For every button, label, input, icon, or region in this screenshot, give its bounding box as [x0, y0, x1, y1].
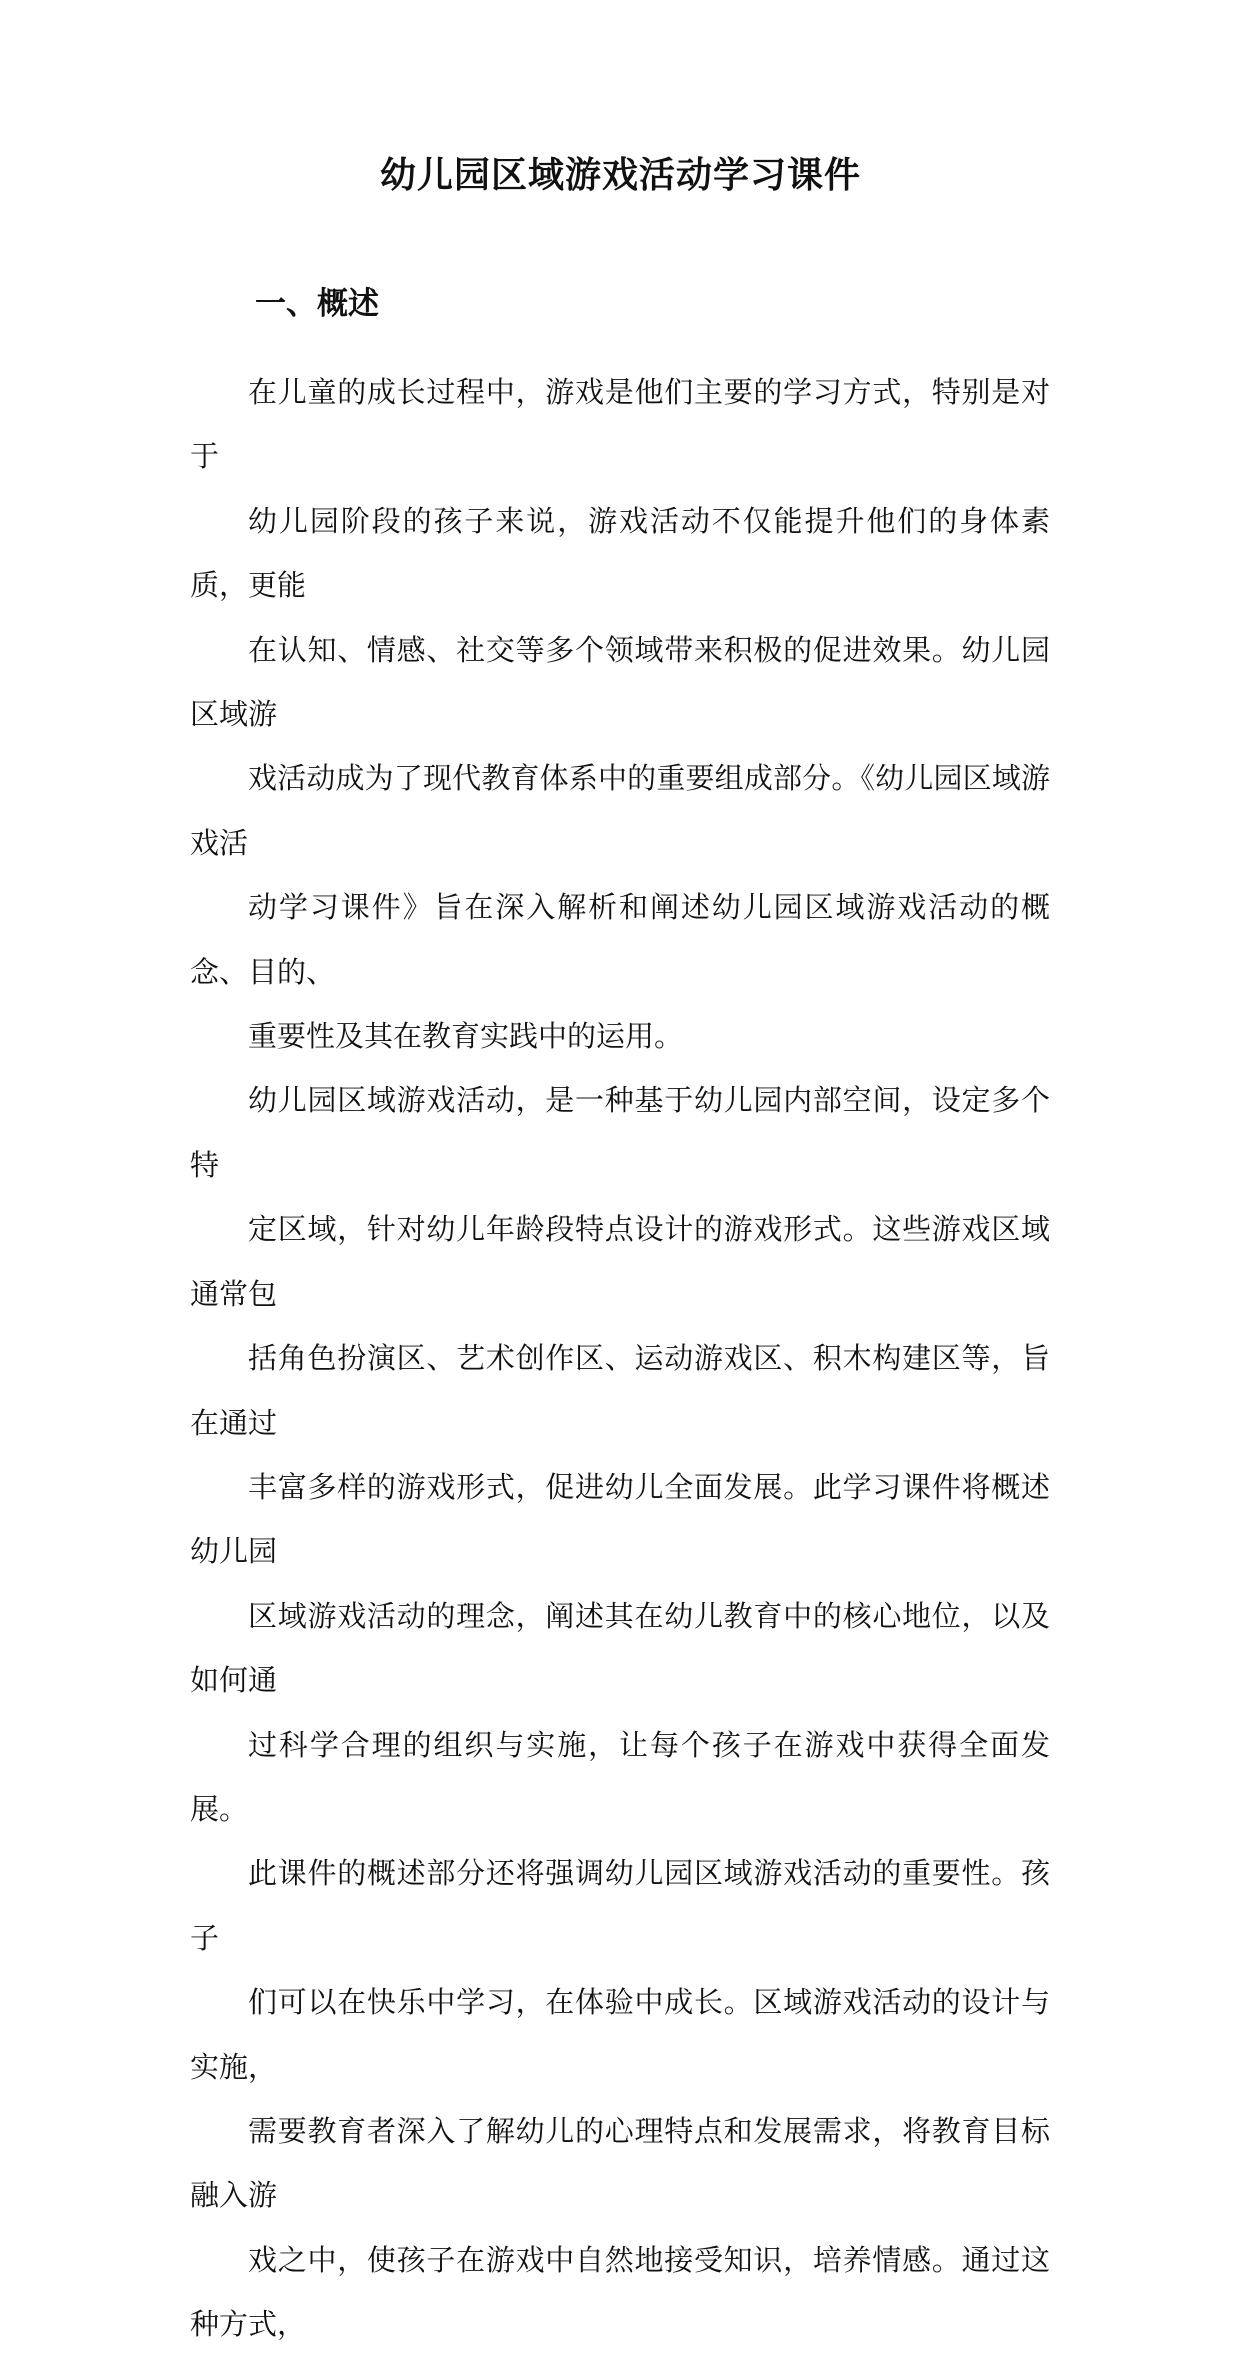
section-heading: 一、概述 [255, 286, 379, 322]
paragraph-3 [190, 1841, 1050, 2356]
paragraph-line: 在认知、情感、社交等多个领域带来积极的促进效果。幼儿园区域游 [190, 632, 1050, 732]
paragraph-line: 幼儿园区域游戏活动，是一种基于幼儿园内部空间，设定多个特 [190, 1083, 1050, 1182]
paragraph-line: 们可以在快乐中学习，在体验中成长。区域游戏活动的设计与实施， [190, 1985, 1050, 2084]
paragraph-1 [190, 360, 1050, 1068]
paragraph-line: 过科学合理的组织与实施，让每个孩子在游戏中获得全面发展。 [190, 1727, 1050, 1826]
paragraph-2 [190, 1068, 1050, 1841]
paragraph-line: 动学习课件》旨在深入解析和阐述幼儿园区域游戏活动的概念、目的、 [190, 890, 1050, 989]
paragraph-line: 区域游戏活动的理念，阐述其在幼儿教育中的核心地位，以及如何通 [190, 1598, 1050, 1698]
paragraph-line: 此课件的概述部分还将强调幼儿园区域游戏活动的重要性。孩子 [190, 1856, 1050, 1955]
paragraph-line: 定区域，针对幼儿年龄段特点设计的游戏形式。这些游戏区域通常包 [190, 1212, 1050, 1311]
paragraph-line: 需要教育者深入了解幼儿的心理特点和发展需求，将教育目标融入游 [190, 2113, 1050, 2213]
paragraph-line: 戏之中，使孩子在游戏中自然地接受知识，培养情感。通过这种方式， [190, 2242, 1050, 2342]
paragraph-line: 幼儿园阶段的孩子来说，游戏活动不仅能提升他们的身体素质，更能 [190, 503, 1050, 603]
paragraph-line: 在儿童的成长过程中，游戏是他们主要的学习方式，特别是对于 [190, 375, 1050, 474]
document-body [190, 360, 1050, 2357]
paragraph-line: 括角色扮演区、艺术创作区、运动游戏区、积木构建区等，旨在通过 [190, 1341, 1050, 1440]
paragraph-line: 戏活动成为了现代教育体系中的重要组成部分。《幼儿园区域游戏活 [190, 761, 1050, 860]
paragraph-line: 重要性及其在教育实践中的运用。 [248, 1019, 684, 1054]
document-title: 幼儿园区域游戏活动学习课件 [379, 154, 861, 196]
paragraph-line: 丰富多样的游戏形式，促进幼儿全面发展。此学习课件将概述幼儿园 [190, 1469, 1050, 1569]
